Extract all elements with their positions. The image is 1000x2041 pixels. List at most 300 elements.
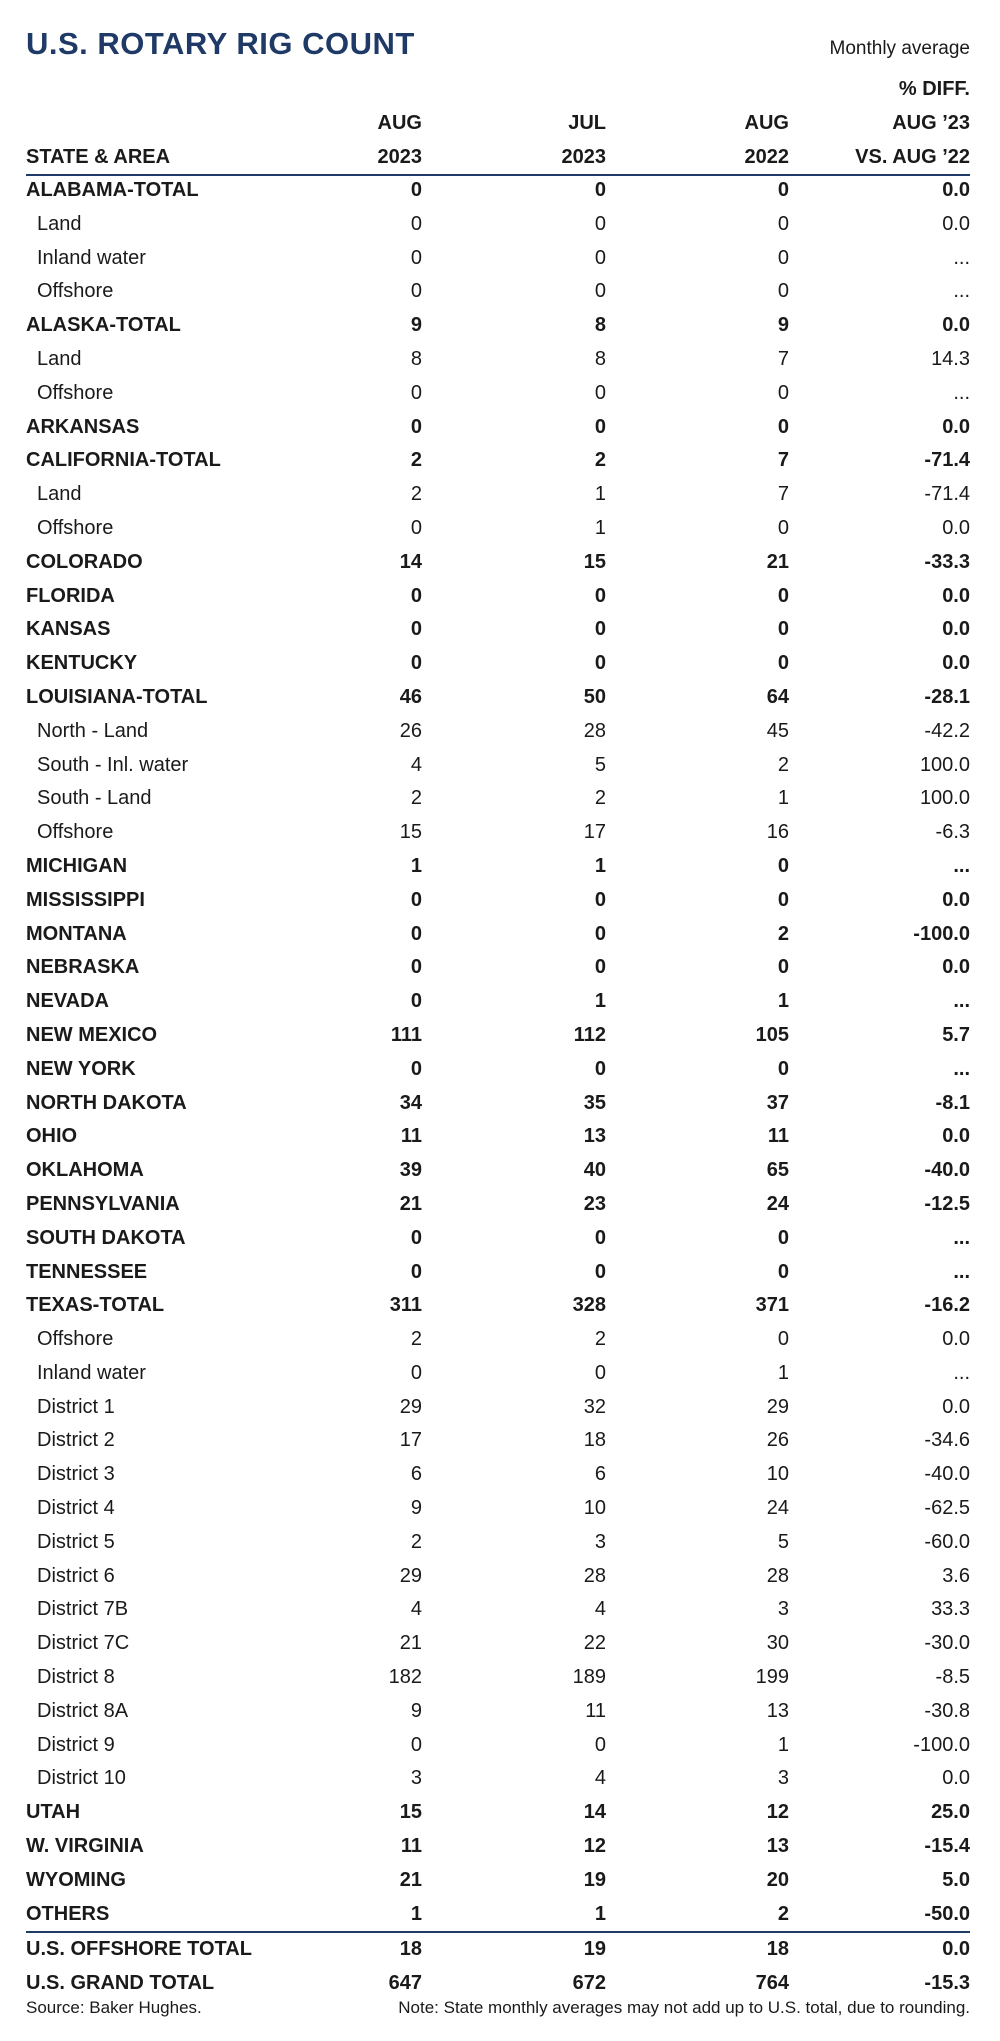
aug-2023-value: 21 xyxy=(399,1632,422,1655)
pct-diff-value: ... xyxy=(953,1260,970,1283)
aug-2023-value: 11 xyxy=(400,1125,422,1148)
pct-diff-value: 0.0 xyxy=(942,618,970,641)
jul-2023-value: 2 xyxy=(594,1328,606,1351)
table-row xyxy=(26,715,970,749)
aug-2023-value: 1 xyxy=(410,854,422,877)
jul-2023-value: 672 xyxy=(572,1972,606,1995)
aug-2023-value: 0 xyxy=(410,246,422,269)
row-label: LOUISIANA-TOTAL xyxy=(26,685,208,708)
aug-2022-value: 0 xyxy=(777,956,789,979)
table-row xyxy=(26,1762,970,1796)
jul-2023-value: 2 xyxy=(594,449,606,472)
pct-diff-value: 100.0 xyxy=(919,787,970,810)
table-row xyxy=(26,681,970,715)
jul-2023-value: 15 xyxy=(583,550,606,573)
aug-2022-value: 0 xyxy=(777,652,789,675)
pct-diff-value: -100.0 xyxy=(913,922,970,945)
aug-2022-value: 20 xyxy=(766,1868,789,1891)
table-row xyxy=(26,1323,970,1357)
aug-2023-value: 4 xyxy=(410,753,422,776)
jul-2023-value: 12 xyxy=(583,1835,606,1858)
row-label: Land xyxy=(37,483,82,506)
pct-diff-value: -30.8 xyxy=(924,1699,970,1722)
aug-2022-value: 30 xyxy=(766,1632,789,1655)
row-label: South - Inl. water xyxy=(37,753,189,776)
aug-2022-value: 5 xyxy=(777,1530,789,1553)
row-label: NEW MEXICO xyxy=(26,1023,158,1046)
aug-2022-value: 3 xyxy=(777,1767,789,1790)
pct-diff-value: 100.0 xyxy=(919,753,970,776)
table-row xyxy=(26,1289,970,1323)
aug-2022-value: 0 xyxy=(777,618,789,641)
jul-2023-value: 19 xyxy=(583,1868,606,1891)
aug-2023-value: 0 xyxy=(410,956,422,979)
table-row xyxy=(26,1087,970,1121)
row-label: Offshore xyxy=(37,381,114,404)
pct-diff-value: 25.0 xyxy=(931,1801,970,1824)
table-row xyxy=(26,1796,970,1830)
pct-diff-value: -100.0 xyxy=(913,1733,970,1756)
aug-2022-value: 2 xyxy=(777,922,789,945)
aug-2022-value: 0 xyxy=(777,1057,789,1080)
pct-diff-value: -60.0 xyxy=(924,1530,970,1553)
row-label: Inland water xyxy=(37,1361,146,1384)
aug-2023-value: 6 xyxy=(410,1463,422,1486)
aug-2023-value: 0 xyxy=(410,212,422,235)
pct-diff-value: 33.3 xyxy=(931,1598,970,1621)
aug-2022-value: 199 xyxy=(755,1666,789,1689)
jul-2023-value: 0 xyxy=(594,1361,606,1384)
jul-2023-value: 1 xyxy=(594,854,606,877)
pct-diff-value: 0.0 xyxy=(942,415,970,438)
aug-2023-value: 0 xyxy=(410,1226,422,1249)
aug-2022-value: 0 xyxy=(777,212,789,235)
jul-2023-value: 2 xyxy=(594,787,606,810)
table-row xyxy=(26,1357,970,1391)
aug-2023-value: 8 xyxy=(410,347,422,370)
row-label: District 3 xyxy=(37,1463,115,1486)
pct-diff-value: -40.0 xyxy=(924,1463,970,1486)
aug-2022-value: 0 xyxy=(777,1260,789,1283)
table-row xyxy=(26,1526,970,1560)
aug-2023-value: 0 xyxy=(410,990,422,1013)
aug-2022-value: 0 xyxy=(777,280,789,303)
jul-2023-value: 8 xyxy=(594,347,606,370)
row-label: ARKANSAS xyxy=(26,415,140,438)
pct-diff-value: ... xyxy=(953,1361,970,1384)
pct-diff-value: ... xyxy=(953,381,970,404)
aug-2023-value: 29 xyxy=(399,1395,422,1418)
row-label: North - Land xyxy=(37,719,149,742)
aug-2023-value: 2 xyxy=(410,483,422,506)
pct-diff-value: ... xyxy=(953,854,970,877)
aug-2023-value: 111 xyxy=(390,1023,422,1046)
aug-2023-value: 2 xyxy=(410,1328,422,1351)
table-row xyxy=(26,1729,970,1763)
pct-diff-value: ... xyxy=(953,990,970,1013)
pct-diff-value: -30.0 xyxy=(924,1632,970,1655)
aug-2022-value: 0 xyxy=(777,246,789,269)
aug-2023-value: 9 xyxy=(410,1699,422,1722)
table-row xyxy=(26,275,970,309)
aug-2023-value: 311 xyxy=(389,1294,422,1317)
aug-2022-value: 0 xyxy=(777,1226,789,1249)
row-label: NORTH DAKOTA xyxy=(26,1091,187,1114)
pct-diff-value: 0.0 xyxy=(942,1125,970,1148)
row-label: District 5 xyxy=(37,1530,115,1553)
jul-2023-value: 0 xyxy=(594,1733,606,1756)
aug-2022-value: 1 xyxy=(777,787,789,810)
aug-2023-value: 14 xyxy=(399,550,422,573)
aug-2023-value: 0 xyxy=(410,584,422,607)
jul-2023-value: 6 xyxy=(594,1463,606,1486)
aug-2023-value: 0 xyxy=(410,280,422,303)
jul-2023-value: 1 xyxy=(594,990,606,1013)
table-row xyxy=(26,782,970,816)
aug-2022-value: 0 xyxy=(777,415,789,438)
aug-2023-value: 0 xyxy=(410,1260,422,1283)
jul-2023-value: 0 xyxy=(594,652,606,675)
jul-2023-value: 0 xyxy=(594,618,606,641)
pct-diff-value: ... xyxy=(953,1057,970,1080)
aug-2023-value: 0 xyxy=(410,179,422,201)
aug-2023-value: 15 xyxy=(399,821,422,844)
pct-diff-value: ... xyxy=(953,280,970,303)
aug-2022-value: 0 xyxy=(777,584,789,607)
page-subtitle: Monthly average xyxy=(829,38,970,59)
jul-2023-value: 23 xyxy=(583,1192,606,1215)
row-label: FLORIDA xyxy=(26,584,115,607)
table-row xyxy=(26,918,970,952)
jul-2023-value: 32 xyxy=(583,1395,606,1418)
jul-2023-value: 22 xyxy=(583,1632,606,1655)
row-label: TENNESSEE xyxy=(26,1260,148,1283)
aug-2023-value: 0 xyxy=(410,888,422,911)
table-row xyxy=(26,951,970,985)
row-label: District 4 xyxy=(37,1497,115,1520)
aug-2023-value: 2 xyxy=(410,449,422,472)
header-jul-2023: JUL 2023 xyxy=(561,112,606,168)
aug-2023-value: 46 xyxy=(399,685,422,708)
table-row xyxy=(26,985,970,1019)
table-row xyxy=(26,1053,970,1087)
row-label: Offshore xyxy=(37,821,114,844)
jul-2023-value: 0 xyxy=(594,922,606,945)
aug-2022-value: 65 xyxy=(766,1159,789,1182)
row-label: Offshore xyxy=(37,1328,114,1351)
aug-2023-value: 0 xyxy=(410,1733,422,1756)
jul-2023-value: 0 xyxy=(594,381,606,404)
row-label: OHIO xyxy=(26,1125,78,1148)
row-label: District 8 xyxy=(37,1666,115,1689)
aug-2022-value: 64 xyxy=(766,685,789,708)
table-row xyxy=(26,377,970,411)
aug-2022-value: 105 xyxy=(755,1023,789,1046)
row-label: District 7B xyxy=(37,1598,129,1621)
pct-diff-value: 0.0 xyxy=(942,314,970,337)
jul-2023-value: 0 xyxy=(594,1260,606,1283)
aug-2022-value: 0 xyxy=(777,888,789,911)
aug-2022-value: 1 xyxy=(777,990,789,1013)
jul-2023-value: 0 xyxy=(594,1226,606,1249)
aug-2022-value: 0 xyxy=(777,516,789,539)
aug-2022-value: 16 xyxy=(766,821,789,844)
table-row xyxy=(26,1830,970,1864)
aug-2023-value: 29 xyxy=(399,1564,422,1587)
table-row xyxy=(26,1492,970,1526)
pct-diff-value: ... xyxy=(953,1226,970,1249)
pct-diff-value: -33.3 xyxy=(924,550,970,573)
jul-2023-value: 1 xyxy=(594,516,606,539)
pct-diff-value: 0.0 xyxy=(942,1395,970,1418)
jul-2023-value: 17 xyxy=(583,821,606,844)
row-label: U.S. GRAND TOTAL xyxy=(26,1972,215,1995)
table-row xyxy=(26,884,970,918)
aug-2023-value: 26 xyxy=(399,719,422,742)
table-row xyxy=(26,1424,970,1458)
row-label: ALASKA-TOTAL xyxy=(26,314,181,337)
rounding-note: Note: State monthly averages may not add up to U.S. total, due to rounding. xyxy=(398,1998,970,2017)
aug-2022-value: 9 xyxy=(777,314,789,337)
row-label: South - Land xyxy=(37,787,152,810)
row-label: U.S. OFFSHORE TOTAL xyxy=(26,1938,252,1961)
row-label: Land xyxy=(37,212,82,235)
aug-2022-value: 3 xyxy=(777,1598,789,1621)
row-label: TEXAS-TOTAL xyxy=(26,1294,165,1317)
aug-2022-value: 24 xyxy=(766,1497,789,1520)
pct-diff-value: -15.4 xyxy=(924,1835,970,1858)
aug-2022-value: 7 xyxy=(777,483,789,506)
table-row xyxy=(26,208,970,242)
pct-diff-value: ... xyxy=(953,246,970,269)
table-row xyxy=(26,546,970,580)
table-row xyxy=(26,174,970,208)
table-row xyxy=(26,1188,970,1222)
jul-2023-value: 28 xyxy=(583,1564,606,1587)
row-label: NEBRASKA xyxy=(26,956,140,979)
row-label: District 8A xyxy=(37,1699,129,1722)
jul-2023-value: 1 xyxy=(594,1902,606,1925)
jul-2023-value: 328 xyxy=(572,1294,606,1317)
jul-2023-value: 14 xyxy=(583,1801,606,1824)
jul-2023-value: 112 xyxy=(573,1023,606,1046)
row-label: CALIFORNIA-TOTAL xyxy=(26,449,221,472)
aug-2023-value: 3 xyxy=(410,1767,422,1790)
row-label: SOUTH DAKOTA xyxy=(26,1226,186,1249)
aug-2023-value: 15 xyxy=(399,1801,422,1824)
pct-diff-value: -50.0 xyxy=(924,1902,970,1925)
aug-2022-value: 1 xyxy=(777,1733,789,1756)
jul-2023-value: 0 xyxy=(594,280,606,303)
jul-2023-value: 0 xyxy=(594,212,606,235)
aug-2023-value: 34 xyxy=(399,1091,422,1114)
aug-2022-value: 2 xyxy=(777,1902,789,1925)
row-label: COLORADO xyxy=(26,550,143,573)
aug-2023-value: 1 xyxy=(410,1902,422,1925)
jul-2023-value: 0 xyxy=(594,415,606,438)
jul-2023-value: 0 xyxy=(594,246,606,269)
aug-2022-value: 0 xyxy=(777,1328,789,1351)
aug-2022-value: 21 xyxy=(766,550,789,573)
row-label: UTAH xyxy=(26,1801,81,1824)
aug-2022-value: 0 xyxy=(777,854,789,877)
aug-2022-value: 45 xyxy=(766,719,789,742)
pct-diff-value: -15.3 xyxy=(924,1972,970,1995)
pct-diff-value: 0.0 xyxy=(942,1328,970,1351)
table-row xyxy=(26,1898,970,1932)
row-label: District 1 xyxy=(37,1395,115,1418)
table-row xyxy=(26,1931,970,1967)
table-row xyxy=(26,309,970,343)
row-label: NEW YORK xyxy=(26,1057,136,1080)
row-label: ALABAMA-TOTAL xyxy=(26,179,199,201)
table-body xyxy=(26,174,970,2001)
aug-2022-value: 29 xyxy=(766,1395,789,1418)
aug-2023-value: 0 xyxy=(410,1057,422,1080)
pct-diff-value: -16.2 xyxy=(924,1294,970,1317)
row-label: Offshore xyxy=(37,516,114,539)
jul-2023-value: 35 xyxy=(583,1091,606,1114)
jul-2023-value: 50 xyxy=(583,685,606,708)
pct-diff-value: 5.7 xyxy=(942,1023,970,1046)
table-row xyxy=(26,1120,970,1154)
row-label: OKLAHOMA xyxy=(26,1159,144,1182)
row-label: Offshore xyxy=(37,280,114,303)
jul-2023-value: 189 xyxy=(572,1666,606,1689)
aug-2023-value: 4 xyxy=(410,1598,422,1621)
jul-2023-value: 40 xyxy=(583,1159,606,1182)
pct-diff-value: -71.4 xyxy=(924,483,970,506)
aug-2022-value: 7 xyxy=(777,449,789,472)
pct-diff-value: 5.0 xyxy=(942,1868,970,1891)
table-row xyxy=(26,1661,970,1695)
aug-2023-value: 21 xyxy=(399,1868,422,1891)
table-row xyxy=(26,1458,970,1492)
aug-2022-value: 1 xyxy=(777,1361,789,1384)
row-label: MICHIGAN xyxy=(26,854,128,877)
aug-2022-value: 7 xyxy=(777,347,789,370)
pct-diff-value: -42.2 xyxy=(924,719,970,742)
table-row xyxy=(26,613,970,647)
aug-2022-value: 37 xyxy=(766,1091,789,1114)
pct-diff-value: -40.0 xyxy=(924,1159,970,1182)
table-row xyxy=(26,478,970,512)
row-label: W. VIRGINIA xyxy=(26,1835,144,1858)
pct-diff-value: 0.0 xyxy=(942,212,970,235)
header-aug-2022: AUG 2022 xyxy=(744,112,789,168)
pct-diff-value: -34.6 xyxy=(924,1429,970,1452)
pct-diff-value: 0.0 xyxy=(942,956,970,979)
row-label: MISSISSIPPI xyxy=(26,888,145,911)
table-row xyxy=(26,1967,970,2001)
aug-2023-value: 0 xyxy=(410,516,422,539)
jul-2023-value: 13 xyxy=(583,1125,606,1148)
table-row xyxy=(26,512,970,546)
jul-2023-value: 18 xyxy=(583,1429,606,1452)
table-row xyxy=(26,411,970,445)
jul-2023-value: 0 xyxy=(594,1057,606,1080)
jul-2023-value: 5 xyxy=(594,753,606,776)
row-label: MONTANA xyxy=(26,922,127,945)
aug-2022-value: 26 xyxy=(766,1429,789,1452)
aug-2022-value: 0 xyxy=(777,179,789,201)
table-row xyxy=(26,580,970,614)
pct-diff-value: 0.0 xyxy=(942,1938,970,1961)
pct-diff-value: 0.0 xyxy=(942,584,970,607)
table-row xyxy=(26,1695,970,1729)
jul-2023-value: 4 xyxy=(594,1598,606,1621)
aug-2022-value: 13 xyxy=(766,1699,789,1722)
aug-2023-value: 18 xyxy=(399,1938,422,1961)
table-row xyxy=(26,816,970,850)
row-label: Land xyxy=(37,347,82,370)
aug-2023-value: 0 xyxy=(410,381,422,404)
aug-2022-value: 2 xyxy=(777,753,789,776)
row-label: District 9 xyxy=(37,1733,115,1756)
page-title: U.S. ROTARY RIG COUNT xyxy=(26,26,415,61)
row-label: NEVADA xyxy=(26,990,109,1013)
jul-2023-value: 10 xyxy=(583,1497,606,1520)
table-row xyxy=(26,850,970,884)
aug-2023-value: 11 xyxy=(400,1835,422,1858)
pct-diff-value: 3.6 xyxy=(942,1564,970,1587)
row-label: KENTUCKY xyxy=(26,652,138,675)
jul-2023-value: 4 xyxy=(594,1767,606,1790)
aug-2022-value: 12 xyxy=(766,1801,789,1824)
table-row xyxy=(26,1864,970,1898)
pct-diff-value: -71.4 xyxy=(924,449,970,472)
aug-2023-value: 17 xyxy=(399,1429,422,1452)
row-label: Inland water xyxy=(37,246,146,269)
pct-diff-value: 0.0 xyxy=(942,1767,970,1790)
row-label: District 6 xyxy=(37,1564,115,1587)
aug-2022-value: 11 xyxy=(767,1125,789,1148)
jul-2023-value: 19 xyxy=(583,1938,606,1961)
table-row xyxy=(26,1391,970,1425)
row-label: KANSAS xyxy=(26,618,111,641)
row-label: District 10 xyxy=(37,1767,126,1790)
source-note: Source: Baker Hughes. xyxy=(26,1998,202,2017)
aug-2022-value: 10 xyxy=(766,1463,789,1486)
table-row xyxy=(26,1019,970,1053)
table-row xyxy=(26,1627,970,1661)
jul-2023-value: 11 xyxy=(585,1699,606,1722)
header-pct-diff: % DIFF. AUG ’23 VS. AUG ’22 xyxy=(855,78,970,168)
aug-2022-value: 764 xyxy=(755,1972,789,1995)
jul-2023-value: 0 xyxy=(594,179,606,201)
pct-diff-value: -8.1 xyxy=(935,1091,970,1114)
jul-2023-value: 1 xyxy=(594,483,606,506)
aug-2023-value: 0 xyxy=(410,922,422,945)
header-state-area: STATE & AREA xyxy=(26,146,171,168)
jul-2023-value: 3 xyxy=(594,1530,606,1553)
aug-2023-value: 0 xyxy=(410,618,422,641)
row-label: PENNSYLVANIA xyxy=(26,1192,180,1215)
pct-diff-value: -12.5 xyxy=(924,1192,970,1215)
jul-2023-value: 0 xyxy=(594,888,606,911)
table-row xyxy=(26,1222,970,1256)
pct-diff-value: -8.5 xyxy=(935,1666,970,1689)
table-row xyxy=(26,647,970,681)
jul-2023-value: 8 xyxy=(594,314,606,337)
aug-2023-value: 39 xyxy=(399,1159,422,1182)
pct-diff-value: -28.1 xyxy=(924,685,970,708)
aug-2022-value: 13 xyxy=(766,1835,789,1858)
aug-2022-value: 24 xyxy=(766,1192,789,1215)
aug-2022-value: 28 xyxy=(766,1564,789,1587)
aug-2023-value: 182 xyxy=(388,1666,422,1689)
aug-2023-value: 0 xyxy=(410,415,422,438)
